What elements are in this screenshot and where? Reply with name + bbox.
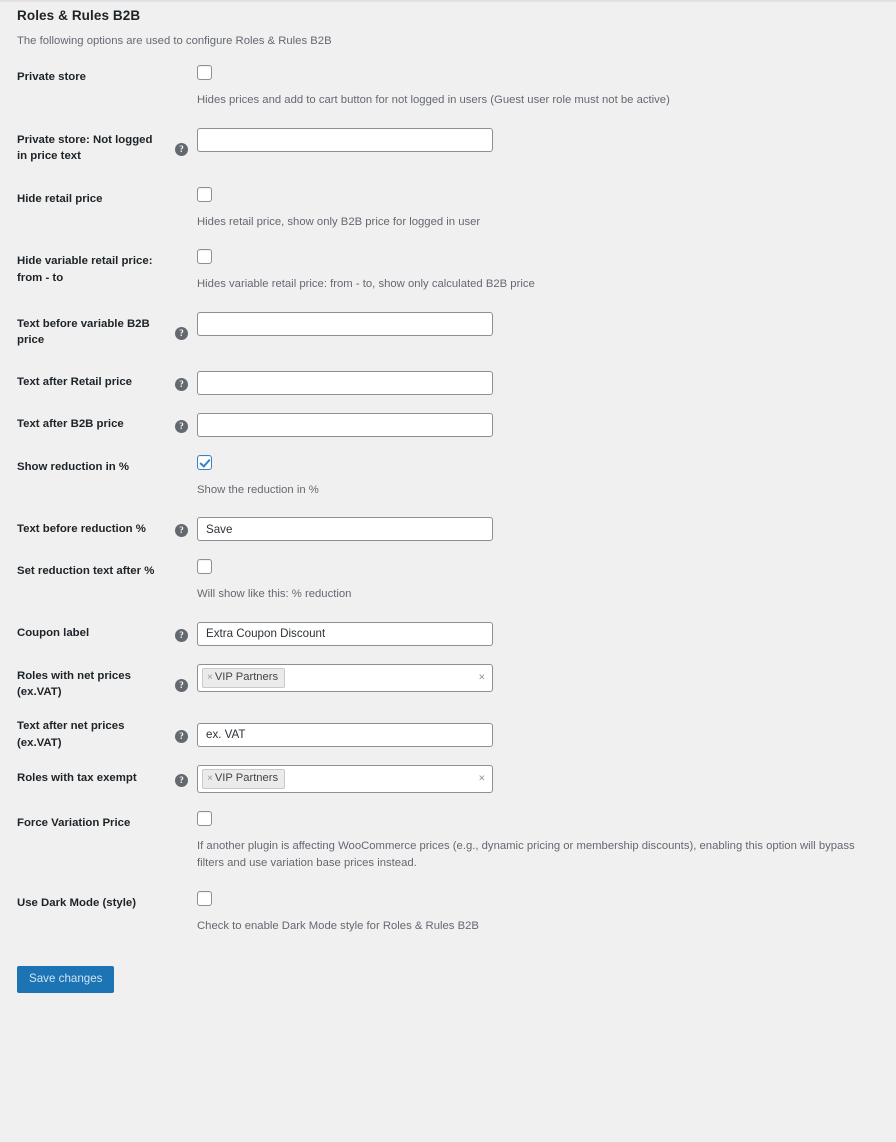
token-label: VIP Partners bbox=[214, 670, 279, 683]
setting-row-hide-retail-price bbox=[0, 178, 896, 241]
help-cell-text-after-net-prices bbox=[175, 714, 197, 756]
row-label-text-before-reduction: Text before reduction % bbox=[17, 522, 146, 535]
row-label-hide-variable-retail-price: Hide variable retail price: from - to bbox=[17, 255, 153, 284]
field-cell-text-before-variable-b2b-price bbox=[197, 303, 896, 362]
field-cell-private-store-price-text bbox=[197, 119, 896, 178]
field-cell-text-before-reduction bbox=[197, 508, 896, 550]
text-after-net-prices-input[interactable] bbox=[197, 723, 493, 747]
setting-row-coupon-label bbox=[0, 613, 896, 655]
setting-row-text-before-variable-b2b-price bbox=[0, 303, 896, 362]
setting-row-hide-variable-retail-price bbox=[0, 240, 896, 303]
setting-row-use-dark-mode bbox=[0, 882, 896, 945]
help-cell-force-variation-price bbox=[175, 802, 197, 882]
field-cell-force-variation-price bbox=[197, 802, 896, 882]
clear-all-icon[interactable]: × bbox=[478, 671, 485, 684]
token-item[interactable] bbox=[202, 769, 285, 789]
help-cell-private-store-price-text bbox=[175, 119, 197, 178]
field-cell-private-store bbox=[197, 56, 896, 119]
hide-retail-price-description: Hides retail price, show only B2B price for logged in user bbox=[197, 215, 481, 228]
field-cell-use-dark-mode bbox=[197, 882, 896, 945]
row-label-text-after-b2b-price: Text after B2B price bbox=[17, 418, 124, 431]
token-item[interactable] bbox=[202, 668, 285, 688]
row-label-private-store-price-text: Private store: Not logged in price text bbox=[17, 133, 153, 163]
hide-retail-price-checkbox[interactable] bbox=[197, 187, 212, 202]
help-cell-private-store bbox=[175, 56, 197, 119]
help-cell-set-reduction-text-after bbox=[175, 550, 197, 613]
setting-row-private-store bbox=[0, 56, 896, 119]
setting-row-text-after-b2b-price bbox=[0, 404, 896, 446]
show-reduction-description: Show the reduction in % bbox=[197, 483, 319, 496]
setting-row-text-after-net-prices bbox=[0, 714, 896, 756]
help-icon[interactable]: ? bbox=[175, 143, 188, 156]
field-cell-roles-net-prices bbox=[197, 655, 896, 714]
help-cell-hide-variable-retail-price bbox=[175, 240, 197, 303]
row-label-set-reduction-text-after: Set reduction text after % bbox=[17, 565, 155, 578]
setting-row-private-store-price-text bbox=[0, 119, 896, 178]
submit-area bbox=[0, 944, 896, 993]
setting-row-text-after-retail-price bbox=[0, 362, 896, 404]
row-label-text-after-net-prices: Text after net prices (ex.VAT) bbox=[17, 720, 125, 749]
field-cell-text-after-retail-price bbox=[197, 362, 896, 404]
roles-net-prices-select[interactable] bbox=[197, 664, 493, 692]
help-cell-hide-retail-price bbox=[175, 178, 197, 241]
text-after-retail-price-input[interactable] bbox=[197, 371, 493, 395]
field-cell-set-reduction-text-after bbox=[197, 550, 896, 613]
row-label-roles-net-prices: Roles with net prices (ex.VAT) bbox=[17, 669, 131, 699]
help-cell-roles-net-prices bbox=[175, 655, 197, 714]
row-label-show-reduction: Show reduction in % bbox=[17, 460, 130, 473]
private-store-description: Hides prices and add to cart button for not logged in users (Guest user role must not be active) bbox=[197, 94, 670, 106]
help-cell-use-dark-mode bbox=[175, 882, 197, 945]
settings-rows bbox=[0, 56, 896, 944]
help-cell-text-after-b2b-price bbox=[175, 404, 197, 446]
use-dark-mode-description: Check to enable Dark Mode style for Roles & Rules B2B bbox=[197, 919, 479, 932]
text-before-reduction-input[interactable] bbox=[197, 517, 493, 541]
set-reduction-text-after-description: Will show like this: % reduction bbox=[197, 588, 352, 601]
help-cell-text-after-retail-price bbox=[175, 362, 197, 404]
help-icon[interactable]: ? bbox=[175, 420, 188, 433]
help-cell-text-before-variable-b2b-price bbox=[175, 303, 197, 362]
help-cell-coupon-label bbox=[175, 613, 197, 655]
settings-form-table bbox=[0, 56, 896, 944]
set-reduction-text-after-checkbox[interactable] bbox=[197, 559, 212, 574]
show-reduction-checkbox[interactable] bbox=[197, 455, 212, 470]
row-label-hide-retail-price: Hide retail price bbox=[17, 192, 103, 205]
help-icon[interactable]: ? bbox=[175, 327, 188, 340]
text-before-variable-b2b-price-input[interactable] bbox=[197, 312, 493, 336]
setting-row-show-reduction bbox=[0, 446, 896, 509]
token-remove-icon[interactable]: × bbox=[207, 772, 213, 784]
field-cell-text-after-b2b-price bbox=[197, 404, 896, 446]
field-cell-show-reduction bbox=[197, 446, 896, 509]
page-description: The following options are used to configure Roles & Rules B2B bbox=[17, 35, 332, 47]
force-variation-price-checkbox[interactable] bbox=[197, 811, 212, 826]
row-label-force-variation-price: Force Variation Price bbox=[17, 816, 131, 829]
row-label-use-dark-mode: Use Dark Mode (style) bbox=[17, 896, 137, 909]
field-cell-hide-retail-price bbox=[197, 178, 896, 241]
private-store-checkbox[interactable] bbox=[197, 65, 212, 80]
hide-variable-retail-price-checkbox[interactable] bbox=[197, 249, 212, 264]
row-label-text-before-variable-b2b-price: Text before variable B2B price bbox=[17, 317, 150, 347]
coupon-label-input[interactable] bbox=[197, 622, 493, 646]
private-store-price-text-input[interactable] bbox=[197, 128, 493, 152]
token-remove-icon[interactable]: × bbox=[207, 671, 213, 683]
field-cell-coupon-label bbox=[197, 613, 896, 655]
row-label-private-store: Private store bbox=[17, 71, 87, 83]
clear-all-icon[interactable]: × bbox=[478, 772, 485, 785]
help-icon[interactable]: ? bbox=[175, 378, 188, 391]
roles-tax-exempt-select[interactable] bbox=[197, 765, 493, 793]
force-variation-price-description: If another plugin is affecting WooCommerce prices (e.g., dynamic pricing or membership discounts), enabling this option will bypass filters and use variation base prices instead. bbox=[197, 839, 855, 870]
page-title: Roles & Rules B2B bbox=[17, 8, 141, 23]
help-icon[interactable]: ? bbox=[175, 774, 188, 787]
row-label-roles-tax-exempt: Roles with tax exempt bbox=[17, 772, 137, 785]
field-cell-text-after-net-prices bbox=[197, 714, 896, 756]
save-changes-button[interactable]: Save changes bbox=[17, 966, 114, 993]
help-cell-roles-tax-exempt bbox=[175, 756, 197, 802]
help-cell-show-reduction bbox=[175, 446, 197, 509]
row-label-text-after-retail-price: Text after Retail price bbox=[17, 376, 133, 389]
field-cell-roles-tax-exempt bbox=[197, 756, 896, 802]
setting-row-roles-tax-exempt bbox=[0, 756, 896, 802]
text-after-b2b-price-input[interactable] bbox=[197, 413, 493, 437]
help-icon[interactable]: ? bbox=[175, 629, 188, 642]
hide-variable-retail-price-description: Hides variable retail price: from - to, show only calculated B2B price bbox=[197, 278, 535, 291]
help-icon[interactable]: ? bbox=[175, 679, 188, 692]
row-label-coupon-label: Coupon label bbox=[17, 627, 90, 640]
setting-row-text-before-reduction bbox=[0, 508, 896, 550]
help-cell-text-before-reduction bbox=[175, 508, 197, 550]
field-cell-hide-variable-retail-price bbox=[197, 240, 896, 303]
setting-row-roles-net-prices bbox=[0, 655, 896, 714]
help-icon[interactable]: ? bbox=[175, 524, 188, 537]
token-label: VIP Partners bbox=[214, 771, 279, 784]
setting-row-force-variation-price bbox=[0, 802, 896, 882]
setting-row-set-reduction-text-after bbox=[0, 550, 896, 613]
use-dark-mode-checkbox[interactable] bbox=[197, 891, 212, 906]
help-icon[interactable]: ? bbox=[175, 730, 188, 743]
